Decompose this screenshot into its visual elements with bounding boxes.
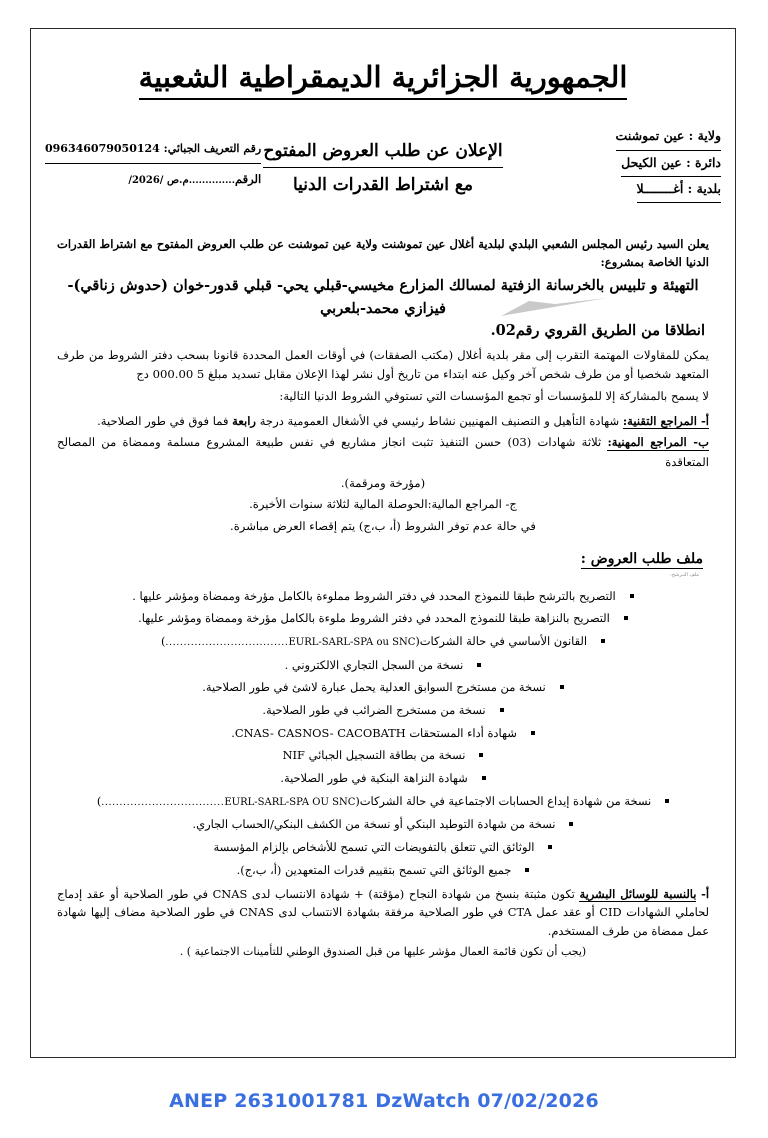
list-item [57, 702, 709, 718]
condition-professional-text: ثلاثة شهادات (03) حسن التنفيذ تثبت انجاز مشاريع في نفس طبيعة المشروع مسلمة وممضاة من المصالح المتعاقدة [57, 435, 709, 469]
condition-technical-text-before: شهادة التأهيل و التصنيف المهنيين نشاط رئيسي في الأشغال العمومية درجة [256, 413, 623, 428]
list-item [57, 588, 709, 604]
fill-dots: .................................. [165, 636, 289, 648]
condition-financial-label: ج- المراجع المالية: [427, 496, 517, 511]
list-item [57, 679, 709, 695]
reference-prefix: الرقم [235, 171, 262, 186]
bullet-icon [560, 685, 564, 689]
announcement-line-1: الإعلان عن طلب العروض المفتوح [263, 138, 502, 167]
condition-professional-subnote: (مؤرخة ومرقمة). [340, 476, 426, 491]
anep-footer [0, 1090, 768, 1112]
document-item-text: نسخة من مستخرج السوابق العدلية يحمل عبارة لاشئ في طور الصلاحية. [202, 680, 546, 695]
fiscal-id-text: رقم التعريف الجبائي: 096346079050124 [45, 136, 261, 163]
human-resources-note: (يجب أن تكون قائمة العمال مؤشر عليها من قبل الصندوق الوطني للتأمينات الاجتماعية ) . [179, 944, 587, 958]
closing-paren: ) [96, 793, 102, 808]
closing-paren: ) [160, 633, 166, 648]
document-body [39, 236, 727, 958]
list-item [57, 657, 709, 673]
bullet-icon [525, 868, 529, 872]
bullet-icon [665, 799, 669, 803]
baladia-text: بلدية : أغــــــــلا [637, 177, 721, 203]
condition-financial-text: الحوصلة المالية لثلاثة سنوات الأخيرة. [249, 496, 428, 511]
human-resources-marker: أ- [701, 886, 710, 901]
document-inner [39, 37, 727, 1049]
list-item [57, 862, 709, 878]
social-bodies-latin: CNAS- CASNOS- CACOBATH [234, 725, 406, 740]
announcement-title [39, 138, 727, 198]
human-resources-part-1: تكون مثبتة بنسخ من شهادة النجاح (مؤقتة) + شهادة الانتساب لدى [247, 886, 580, 901]
nif-latin: NIF [282, 748, 305, 763]
reference-dots: .............. [188, 174, 236, 186]
list-item [57, 839, 709, 855]
bullet-icon [477, 663, 481, 667]
company-types-latin [165, 636, 415, 650]
daira-text: دائرة : عين الكيحل [621, 151, 721, 177]
list-item [57, 770, 709, 786]
document-item-text: نسخة من بطاقة التسجيل الجبائي [308, 748, 466, 763]
list-item [57, 633, 709, 650]
document-item-text: التصريح بالنزاهة طبقا للنموذج المحدد في دفتر الشروط ملوءة بالكامل مؤرخة وممضاة ومؤشر عليها. [138, 611, 610, 626]
human-resources-part-3: أو عقد عمل [531, 905, 600, 920]
project-title-main: التهيئة و تلبيس بالخرسانة الزفتية لمسالك المزارع مخيسي-قبلي يحي- قبلي قدور-خوان (حدوش زناقي)- فيزازي محمد-بلعربي [67, 277, 699, 317]
required-documents-list [57, 588, 709, 878]
company-types-text: EURL-SARL-SPA ou SNC [288, 636, 416, 648]
human-resources-paragraph [57, 885, 709, 941]
cta-latin: CTA [507, 905, 532, 920]
document-frame [30, 28, 736, 1058]
condition-financial [57, 495, 709, 514]
document-item-text: جميع الوثائق التي تسمح بتقييم قدرات المتعهدين (أ، ب،ج). [236, 862, 512, 877]
announcement-line-2: مع اشتراط القدرات الدنيا [292, 174, 474, 195]
human-resources-part-4: في طور الصلاحية مرفقة بشهادة الانتساب لدى [273, 905, 508, 920]
list-item [57, 610, 709, 626]
document-item-text: التصريح بالترشح طبقا للنموذج المحدد في دفتر الشروط مملوءة بالكامل مؤرخة وممضاة ومؤشر عليها . [132, 588, 616, 603]
condition-technical [57, 412, 709, 431]
file-heading [57, 551, 703, 569]
bullet-icon [624, 616, 628, 620]
condition-technical-label: أ- المراجع التقنية: [622, 413, 709, 428]
condition-professional-label: ب- المراجع المهنية: [607, 435, 709, 450]
withdrawal-paragraph: يمكن للمقاولات المهتمة التقرب إلى مقر بلدية أغلال (مكتب الصفقات) في أوقات العمل المحددة قانونا بسحب دفتر الشروط من طرف المتعهد شخصيا أو من طرف شخص آخر وكيل عنه ابتداء من تاريخ أول نشر لهذا الإعلان مقابل تسديد مبلغ 5 000.00 دج [57, 348, 709, 382]
condition-professional [57, 433, 709, 472]
exclusion-note: في حالة عدم توفر الشروط (أ، ب،ج) يتم إقصاء العرض مباشرة. [230, 519, 536, 534]
minimum-conditions-list [57, 412, 709, 537]
wilaya-text: ولاية : عين تموشنت [616, 124, 721, 150]
header-band [39, 120, 727, 232]
document-item-text: القانون الأساسي في حالة الشركات( [415, 633, 588, 648]
list-item [57, 725, 709, 741]
reference-value: /2026/ م.ص [128, 174, 189, 186]
company-types-upper-text: EURL-SARL-SPA OU SNC [224, 796, 356, 808]
bullet-icon [569, 822, 573, 826]
project-title [57, 275, 709, 342]
bullet-icon [531, 731, 535, 735]
republic-title [39, 59, 727, 100]
bullet-icon [630, 594, 634, 598]
file-heading-subtle: ملف التـرشح: [670, 571, 699, 578]
document-item-text: الوثائق التي تتعلق بالتفويضات التي تسمح للأشخاص بإلزام المؤسسة [213, 840, 535, 855]
anep-footer-text: ANEP 2631001781 DzWatch 07/02/2026 [169, 1090, 599, 1112]
document-item-text: نسخة من شهادة إيداع الحسابات الاجتماعية في حالة الشركات( [355, 793, 652, 808]
bullet-icon [500, 708, 504, 712]
bullet-icon [479, 753, 483, 757]
cnas-latin-1: CNAS [212, 886, 248, 901]
human-resources-part-2: في طور الصلاحية أو عقد إدماج لحاملي الشهادات [57, 886, 709, 920]
document-item-text: نسخة من السجل التجاري الالكتروني . [284, 657, 464, 672]
list-item [57, 793, 709, 810]
condition-technical-emphasis: رابعة [232, 413, 257, 428]
document-item-text: نسخة من شهادة التوطيد البنكي أو نسخة من الكشف البنكي/الحساب الجاري. [192, 817, 556, 832]
sentence-period: . [231, 725, 235, 740]
cid-latin: CID [599, 905, 622, 920]
list-item [57, 747, 709, 763]
document-item-text: نسخة من مستخرج الضرائب في طور الصلاحية. [262, 703, 486, 718]
fill-dots: .................................. [101, 796, 225, 808]
bullet-icon [601, 639, 605, 643]
human-resources-part-5: في طور الصلاحية مضاف إليها شهادة عمل ممضاة من طرف المستخدم. [57, 905, 709, 939]
eligibility-paragraph: لا يسمح بالمشاركة إلا للمؤسسات أو تجمع المؤسسات التي تستوفي الشروط الدنيا التالية: [279, 389, 709, 403]
project-title-tail: انطلاقا من الطريق القروي رقم02. [490, 321, 705, 339]
condition-technical-text-after: فما فوق في طور الصلاحية. [97, 413, 233, 428]
cnas-latin-2: CNAS [239, 905, 274, 920]
file-heading-text: ملف طلب العروض : [580, 550, 703, 567]
bullet-icon [482, 776, 486, 780]
document-item-text: شهادة أداء المستحقات [409, 725, 517, 740]
bullet-icon [548, 845, 552, 849]
list-item [57, 816, 709, 832]
human-resources-label: بالنسبة للوسائل البشرية [579, 886, 697, 901]
company-types-latin-upper [101, 796, 355, 810]
intro-paragraph: يعلن السيد رئيس المجلس الشعبي البلدي لبلدية أغلال عين تموشنت ولاية عين تموشنت عن طلب العروض المفتوح مع اشتراط القدرات الدنيا الخاصة بمشروع: [57, 237, 709, 269]
republic-title-text: الجمهورية الجزائرية الديمقراطية الشعبية [139, 59, 628, 100]
document-item-text: شهادة النزاهة البنكية في طور الصلاحية. [280, 771, 468, 786]
